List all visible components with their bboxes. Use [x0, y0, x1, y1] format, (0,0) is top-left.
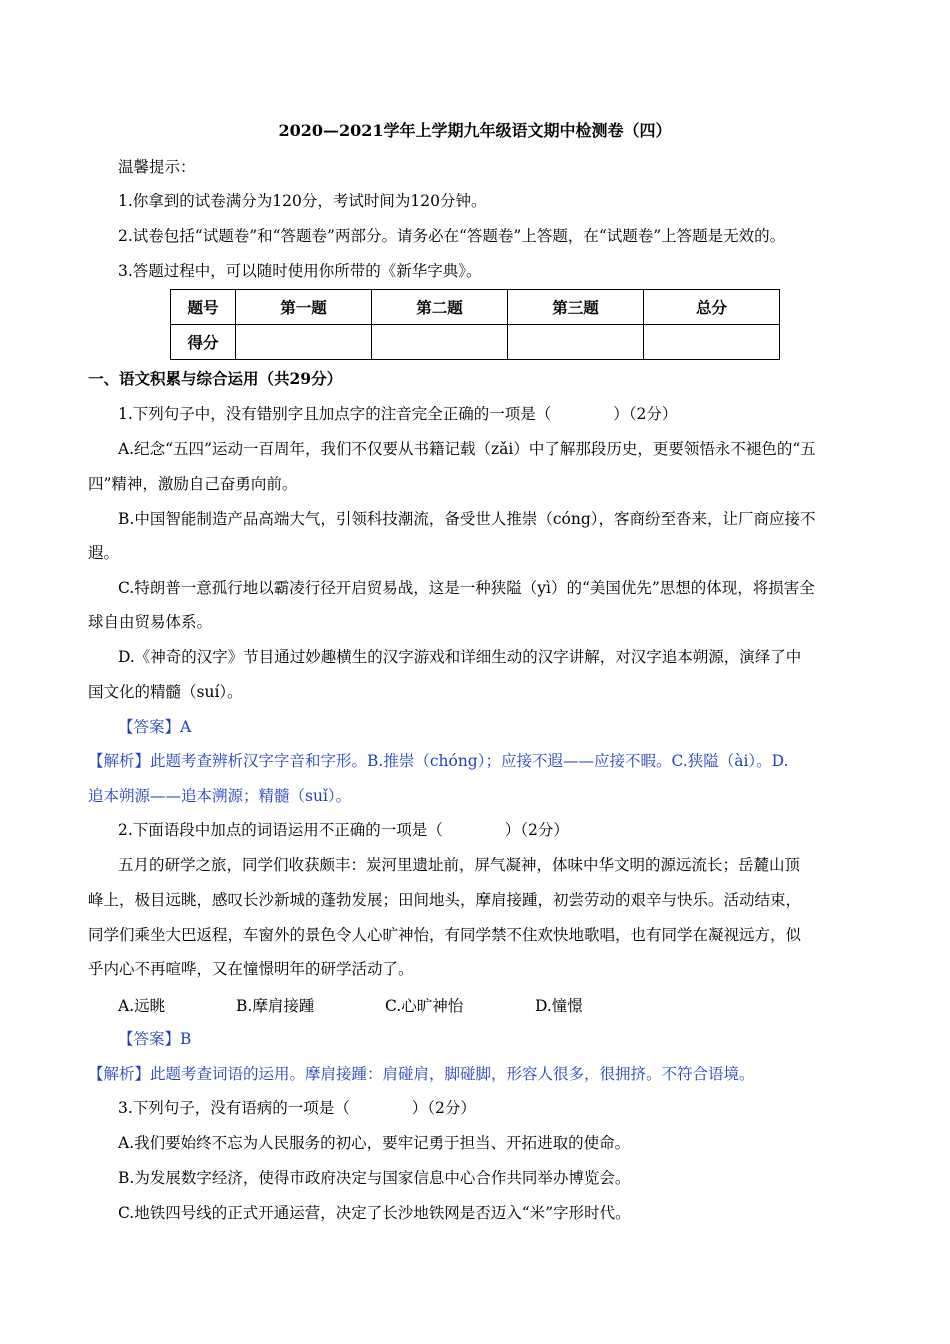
q2-option-b: B.摩肩接踵: [236, 997, 315, 1015]
tip-item-3: 3.答题过程中，可以随时使用你所带的《新华字典》。: [118, 262, 482, 280]
score-table-row: [171, 325, 780, 360]
q1-option-b: B.中国智能制造产品高端大气，引领科技潮流，备受世人推崇（cóng），客商纷至沓来，让厂商应接不: [118, 510, 816, 528]
row-label-cell: 得分: [171, 325, 236, 360]
header-cell: 题号: [171, 290, 236, 325]
q2-passage-line: 同学们乘坐大巴返程，车窗外的景色令人心旷神怡，有同学禁不住欢快地歌唱，也有同学在凝视远方，似: [88, 926, 802, 944]
score-cell: [372, 325, 508, 360]
q1-analysis: 【解析】此题考查辨析汉字字音和字形。B.推崇（chóng）；应接不遐——应接不暇。C.狭隘（ài）。D.: [88, 752, 789, 770]
q2-answer: 【答案】B: [118, 1030, 192, 1048]
q2-analysis: 【解析】此题考查词语的运用。摩肩接踵：肩碰肩，脚碰脚，形容人很多，很拥挤。不符合语境。: [88, 1065, 755, 1083]
q1-option-a-cont: 四”精神，激励自己奋勇向前。: [88, 475, 298, 493]
section-heading: 一、语文积累与综合运用（共29分）: [88, 369, 343, 388]
page-title: 2020—2021学年上学期九年级语文期中检测卷（四）: [278, 121, 672, 140]
q2-option-a: A.远眺: [118, 997, 166, 1015]
q2-passage-line: 乎内心不再喧哗，又在憧憬明年的研学活动了。: [88, 960, 414, 978]
q2-passage-line: 五月的研学之旅，同学们收获颇丰：炭河里遗址前，屏气凝神，体味中华文明的源远流长；岳麓山顶: [118, 856, 801, 874]
header-cell: 第三题: [508, 290, 644, 325]
q1-analysis-cont: 追本朔源——追本溯源；精髓（suǐ）。: [88, 787, 352, 805]
tip-item-1: 1.你拿到的试卷满分为120分，考试时间为120分钟。: [118, 192, 487, 210]
score-cell: [644, 325, 780, 360]
header-cell: 第二题: [372, 290, 508, 325]
score-table: [170, 289, 780, 360]
q1-option-a: A.纪念“五四”运动一百周年，我们不仅要从书籍记载（zǎi）中了解那段历史，更要领悟永不褪色的“五: [118, 440, 816, 458]
q2-stem: 2.下面语段中加点的词语运用不正确的一项是（ ）（2分）: [118, 821, 569, 839]
q3-stem: 3.下列句子，没有语病的一项是（ ）（2分）: [118, 1099, 476, 1117]
q1-option-b-cont: 遐。: [88, 544, 120, 562]
q1-option-c: C.特朗普一意孤行地以霸凌行径开启贸易战，这是一种狭隘（yì）的“美国优先”思想的体现，将损害全: [118, 579, 815, 597]
q1-option-d-cont: 国文化的精髓（suí）。: [88, 683, 243, 701]
q3-option-c: C.地铁四号线的正式开通运营，决定了长沙地铁网是否迈入“米”字形时代。: [118, 1204, 631, 1222]
score-cell: [236, 325, 372, 360]
tip-item-2: 2.试卷包括“试题卷”和“答题卷”两部分。请务必在“答题卷”上答题，在“试题卷”上答题是无效的。: [118, 227, 786, 245]
q2-passage-line: 峰上，极目远眺，感叹长沙新城的蓬勃发展；田间地头，摩肩接踵，初尝劳动的艰辛与快乐。活动结束，: [88, 891, 802, 909]
q2-option-d: D.憧憬: [535, 997, 583, 1015]
tips-heading: 温馨提示：: [118, 158, 196, 176]
q3-option-b: B.为发展数字经济，使得市政府决定与国家信息中心合作共同举办博览会。: [118, 1169, 631, 1187]
q1-stem: 1.下列句子中，没有错别字且加点字的注音完全正确的一项是（ ）（2分）: [118, 405, 678, 423]
q1-option-c-cont: 球自由贸易体系。: [88, 613, 213, 631]
q3-option-a: A.我们要始终不忘为人民服务的初心，要牢记勇于担当、开拓进取的使命。: [118, 1134, 631, 1152]
score-table-header-row: [171, 290, 780, 325]
q1-option-d: D.《神奇的汉字》节目通过妙趣横生的汉字游戏和详细生动的汉字讲解，对汉字追本朔源，演绎了中: [118, 648, 802, 666]
q1-answer: 【答案】A: [118, 718, 192, 736]
score-cell: [508, 325, 644, 360]
q2-option-c: C.心旷神怡: [385, 997, 464, 1015]
header-cell: 第一题: [236, 290, 372, 325]
header-cell: 总分: [644, 290, 780, 325]
